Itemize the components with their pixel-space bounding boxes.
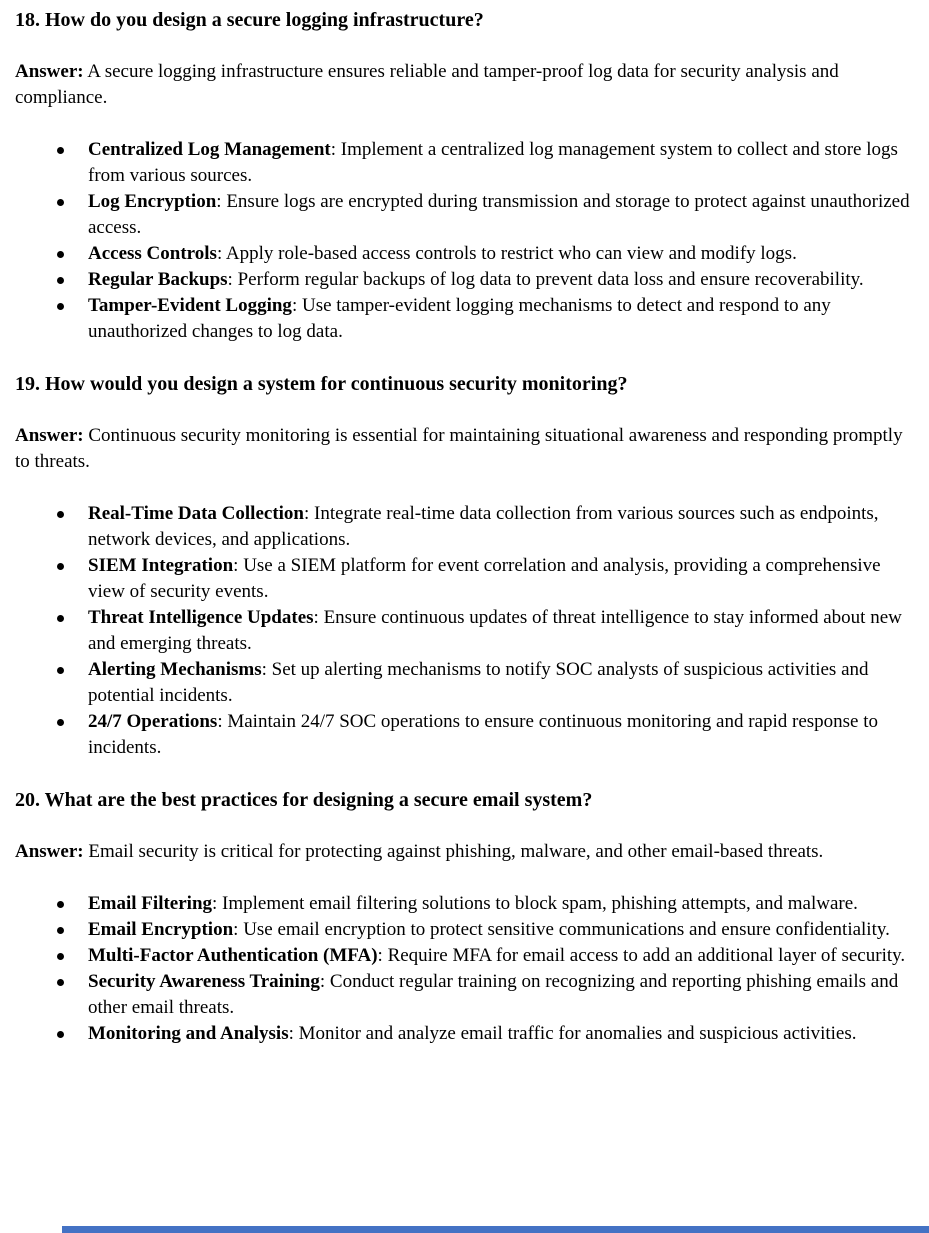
bullet-term: Tamper-Evident Logging	[88, 295, 292, 316]
bullet-separator: :	[304, 503, 315, 524]
bullet-list	[15, 891, 913, 1047]
bullet-item	[88, 943, 913, 969]
bullet-separator: :	[330, 139, 341, 160]
bullet-separator: :	[233, 555, 244, 576]
bullet-term: Email Filtering	[88, 893, 213, 914]
bullet-item	[88, 293, 913, 345]
answer-label: Answer:	[15, 841, 84, 862]
bullet-separator: :	[216, 243, 226, 264]
bullet-term: Regular Backups	[88, 269, 228, 290]
bullet-term: Centralized Log Management	[88, 139, 331, 160]
qa-section-20	[15, 787, 913, 1047]
bullet-desc: Ensure continuous updates of threat intelligence to stay informed about new and emerging threats.	[88, 607, 902, 654]
bullet-separator: :	[291, 295, 302, 316]
qa-section-19	[15, 371, 913, 761]
bullet-separator: :	[377, 945, 388, 966]
bullet-separator: :	[217, 711, 228, 732]
bullet-separator: :	[216, 191, 227, 212]
bullet-term: Real-Time Data Collection	[88, 503, 304, 524]
answer-paragraph	[15, 423, 913, 475]
bullet-item	[88, 189, 913, 241]
bullet-desc: Require MFA for email access to add an additional layer of security.	[387, 945, 906, 966]
bullet-item	[88, 891, 913, 917]
bottom-accent-bar	[62, 1226, 929, 1233]
bullet-item	[88, 553, 913, 605]
bullet-term: SIEM Integration	[88, 555, 234, 576]
bullet-item	[88, 605, 913, 657]
answer-label: Answer:	[15, 61, 84, 82]
bullet-desc: Apply role-based access controls to restrict who can view and modify logs.	[225, 243, 797, 264]
bullet-term: 24/7 Operations	[88, 711, 218, 732]
bullet-separator: :	[313, 607, 324, 628]
answer-text: Continuous security monitoring is essential for maintaining situational awareness and responding promptly to threats.	[15, 425, 903, 472]
answer-paragraph	[15, 839, 913, 865]
bullet-separator: :	[288, 1023, 299, 1044]
bullet-term: Security Awareness Training	[88, 971, 320, 992]
answer-text: Email security is critical for protecting against phishing, malware, and other email-based threats.	[83, 841, 824, 862]
bullet-desc: Implement a centralized log management system to collect and store logs from various sources.	[88, 139, 898, 186]
bullet-item	[88, 709, 913, 761]
question-heading: 20. What are the best practices for designing a secure email system?	[15, 789, 593, 811]
bullet-item	[88, 657, 913, 709]
bullet-desc: Monitor and analyze email traffic for anomalies and suspicious activities.	[298, 1023, 857, 1044]
bullet-item	[88, 501, 913, 553]
bullet-desc: Use email encryption to protect sensitive communications and ensure confidentiality.	[243, 919, 890, 940]
bullet-desc: Implement email filtering solutions to block spam, phishing attempts, and malware.	[222, 893, 858, 914]
bullet-desc: Integrate real-time data collection from various sources such as endpoints, network devices, and applications.	[88, 503, 879, 550]
bullet-desc: Set up alerting mechanisms to notify SOC analysts of suspicious activities and potential incidents.	[88, 659, 869, 706]
bullet-desc: Perform regular backups of log data to prevent data loss and ensure recoverability.	[237, 269, 864, 290]
answer-text: A secure logging infrastructure ensures reliable and tamper-proof log data for security analysis and compliance.	[15, 61, 839, 108]
bullet-desc: Ensure logs are encrypted during transmission and storage to protect against unauthorized access.	[88, 191, 910, 238]
bullet-list	[15, 137, 913, 345]
bullet-separator: :	[227, 269, 238, 290]
qa-section-18	[15, 7, 913, 345]
bullet-term: Alerting Mechanisms	[88, 659, 262, 680]
bullet-item	[88, 1021, 913, 1047]
bullet-separator: :	[319, 971, 330, 992]
bullet-desc: Maintain 24/7 SOC operations to ensure continuous monitoring and rapid response to incidents.	[88, 711, 879, 758]
bullet-separator: :	[212, 893, 223, 914]
bullet-item	[88, 969, 913, 1021]
bullet-term: Email Encryption	[88, 919, 234, 940]
bullet-separator: :	[261, 659, 272, 680]
bullet-desc: Use tamper-evident logging mechanisms to detect and respond to any unauthorized changes to log data.	[88, 295, 831, 342]
bullet-desc: Use a SIEM platform for event correlation and analysis, providing a comprehensive view of security events.	[88, 555, 881, 602]
question-heading: 18. How do you design a secure logging infrastructure?	[15, 9, 484, 31]
bullet-term: Multi-Factor Authentication (MFA)	[88, 945, 378, 966]
bullet-separator: :	[233, 919, 244, 940]
bullet-term: Access Controls	[88, 243, 217, 264]
bullet-item	[88, 267, 913, 293]
bullet-item	[88, 917, 913, 943]
bullet-desc: Conduct regular training on recognizing and reporting phishing emails and other email threats.	[88, 971, 899, 1018]
bullet-list	[15, 501, 913, 761]
bullet-term: Log Encryption	[88, 191, 217, 212]
bullet-item	[88, 137, 913, 189]
bullet-term: Monitoring and Analysis	[88, 1023, 289, 1044]
answer-label: Answer:	[15, 425, 84, 446]
bullet-item	[88, 241, 913, 267]
question-heading: 19. How would you design a system for continuous security monitoring?	[15, 373, 628, 395]
bullet-term: Threat Intelligence Updates	[88, 607, 314, 628]
answer-paragraph	[15, 59, 913, 111]
